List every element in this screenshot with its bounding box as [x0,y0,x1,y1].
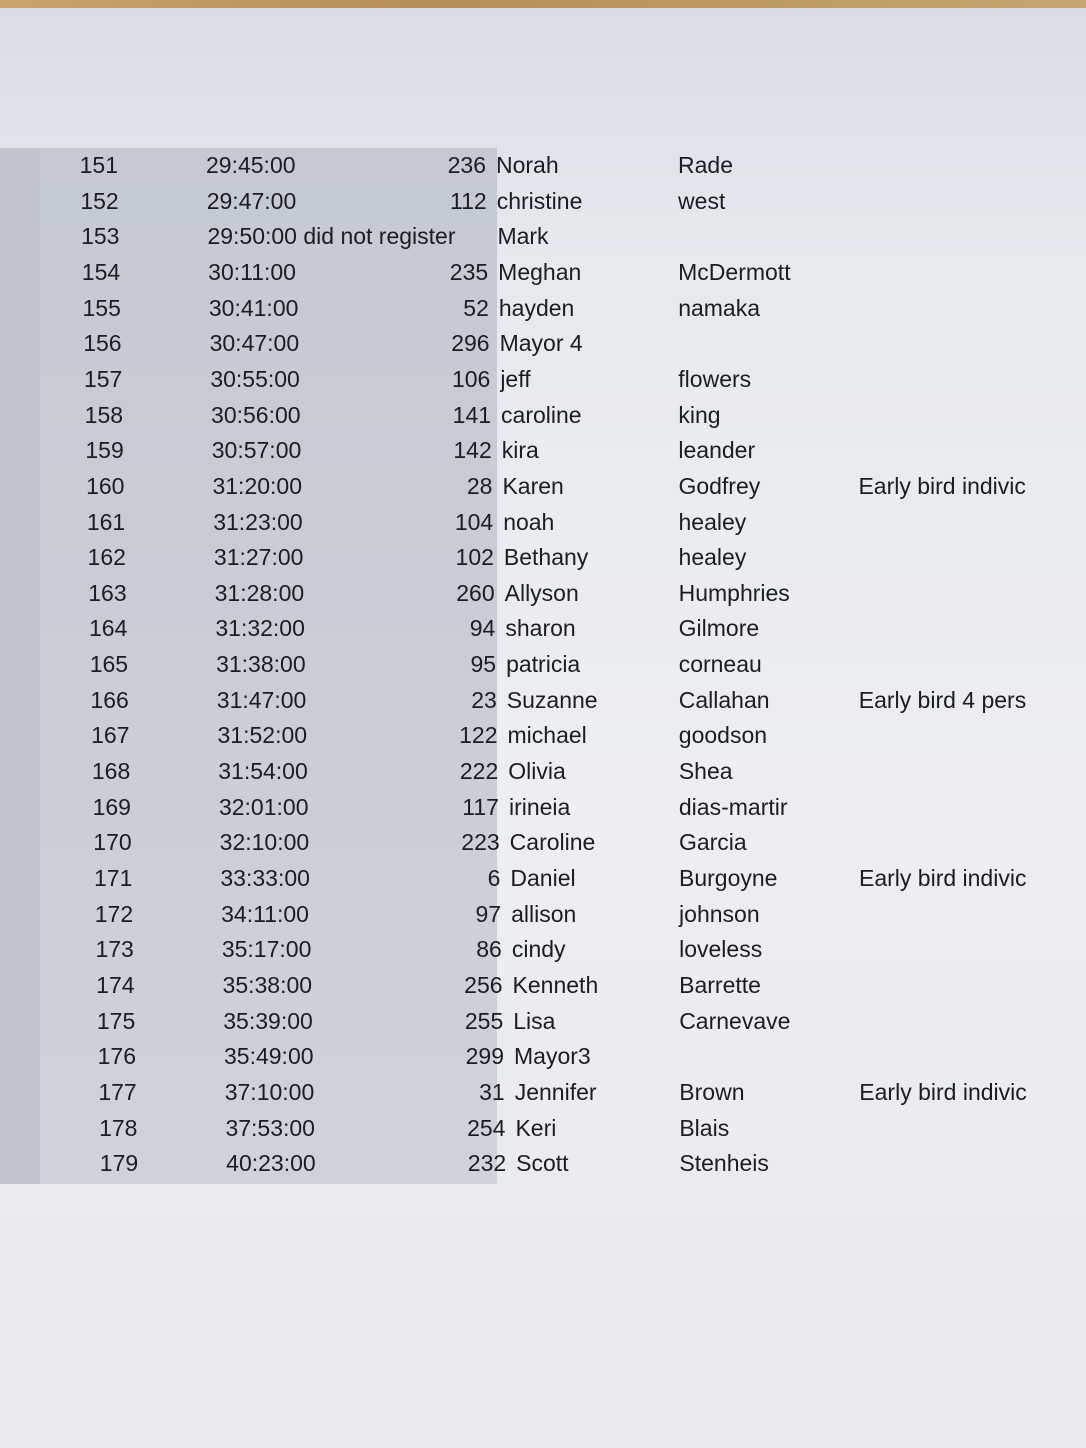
first-name-cell: caroline [501,401,582,428]
bib-cell: 106 [451,365,491,392]
table-row [0,255,1086,289]
table-row [0,968,1086,1002]
place-cell: 162 [87,544,126,571]
last-name-cell: Brown [679,1078,745,1105]
place-cell: 160 [86,472,125,499]
bib-cell: 222 [459,758,499,785]
bib-cell: 104 [454,508,494,535]
first-name-cell: patricia [506,651,581,678]
table-row [0,825,1086,859]
table-row [0,897,1086,931]
last-name-cell: Stenheis [679,1150,769,1177]
place-cell: 155 [82,294,121,321]
table-row [0,398,1086,432]
last-name-cell: johnson [679,900,760,927]
place-cell: 171 [94,865,133,891]
time-cell: 30:56:00 [211,401,301,428]
table-edge [0,0,1086,8]
table-row [0,1146,1086,1180]
table-row [0,576,1086,610]
last-name-cell: Callahan [678,686,770,713]
first-name-cell: Allyson [504,579,579,606]
time-cell: 31:20:00 [212,472,302,499]
bib-cell: 232 [467,1150,507,1177]
time-cell: 37:10:00 [224,1078,315,1105]
table-row [0,219,1086,253]
bib-cell: 141 [452,401,492,428]
last-name-cell: Shea [678,758,733,785]
time-cell: 33:33:00 [220,865,310,891]
place-cell: 153 [81,223,120,250]
time-cell: 35:17:00 [221,936,312,963]
time-cell: 32:01:00 [218,793,309,820]
time-cell: 35:38:00 [222,971,313,998]
place-cell: 170 [93,829,132,856]
last-name-cell: Burgoyne [679,865,778,891]
bib-cell: 112 [450,187,487,214]
time-cell: 31:52:00 [217,722,308,749]
first-name-cell: allison [511,900,577,927]
time-cell: 31:32:00 [215,615,305,642]
place-cell: 169 [92,793,131,820]
first-name-cell: Suzanne [506,686,598,713]
table-row [0,469,1086,503]
table-row [0,362,1086,396]
time-cell: 37:53:00 [225,1114,315,1141]
table-row [0,433,1086,467]
place-cell: 175 [96,1007,136,1034]
last-name-cell: Humphries [678,579,790,606]
first-name-cell: Olivia [508,758,566,785]
first-name-cell: kira [501,437,539,464]
first-name-cell: Keri [515,1114,557,1141]
last-name-cell: Blais [679,1114,730,1141]
place-cell: 152 [80,187,119,214]
first-name-cell: cindy [511,936,566,963]
table-row [0,647,1086,681]
table-row [0,184,1086,218]
last-name-cell: leander [678,437,756,464]
time-cell: 35:49:00 [224,1043,314,1070]
place-cell: 157 [83,365,123,392]
place-cell: 176 [97,1043,136,1070]
place-cell: 161 [86,508,126,535]
first-name-cell: Daniel [510,865,576,891]
place-cell: 173 [95,936,134,963]
table-row [0,1111,1086,1145]
last-name-cell: dias-martir [678,793,788,820]
place-cell: 165 [89,651,129,678]
table-row [0,932,1086,966]
note-cell: Early bird indivic [858,472,1026,499]
bib-cell: 296 [451,330,490,357]
time-cell: 31:47:00 [216,686,307,713]
table-row [0,291,1086,325]
time-cell: 35:39:00 [223,1007,313,1034]
last-name-cell: Gilmore [678,615,760,642]
last-name-cell: Carnevave [679,1007,791,1034]
first-name-cell: Caroline [509,829,596,856]
first-name-cell: Jennifer [514,1078,597,1105]
place-cell: 167 [91,722,130,749]
first-name-cell: sharon [505,615,576,642]
first-name-cell: michael [507,722,587,749]
time-cell: 31:23:00 [213,508,303,535]
table-row [0,505,1086,539]
time-cell: 31:27:00 [213,544,304,571]
table-row [0,790,1086,824]
time-cell: 30:11:00 [208,258,296,285]
last-name-cell: Godfrey [678,472,761,499]
bib-cell: 122 [459,722,498,749]
time-cell: 30:57:00 [211,437,302,464]
bib-cell: 6 [487,865,501,891]
time-cell: 30:47:00 [209,330,300,357]
last-name-cell: corneau [678,651,762,678]
bib-cell: 86 [476,936,502,963]
place-cell: 178 [99,1114,138,1141]
time-cell: 29:45:00 [206,152,296,178]
bib-cell: 254 [467,1114,506,1141]
time-cell: 30:41:00 [208,294,299,321]
bib-cell: 97 [475,900,502,927]
place-cell: 168 [91,758,131,785]
bib-cell: 31 [479,1078,505,1105]
first-name-cell: Meghan [498,258,582,285]
bib-cell: 260 [456,579,495,606]
note-cell: Early bird 4 pers [858,686,1027,713]
table-row [0,148,1086,182]
first-name-cell: irineia [508,793,571,820]
table-row [0,861,1086,895]
place-cell: 151 [79,152,118,178]
place-cell: 158 [84,401,124,428]
bib-cell: 255 [464,1007,504,1034]
time-cell: 29:50:00 did not register [207,223,456,250]
bib-cell: 94 [469,615,496,642]
last-name-cell: McDermott [678,258,791,285]
place-cell: 172 [94,900,134,927]
first-name-cell: hayden [498,294,575,321]
time-cell: 31:54:00 [218,758,308,785]
place-cell: 177 [98,1078,137,1105]
table-row [0,611,1086,645]
bib-cell: 95 [470,651,497,678]
first-name-cell: Karen [502,472,564,499]
place-cell: 163 [88,579,127,606]
note-cell: Early bird indivic [859,865,1027,891]
time-cell: 40:23:00 [226,1150,316,1177]
last-name-cell: flowers [678,365,752,392]
bib-cell: 236 [447,152,486,178]
last-name-cell: Barrette [679,971,761,998]
table-row [0,326,1086,360]
table-row [0,1075,1086,1109]
place-cell: 154 [81,258,121,285]
first-name-cell: christine [496,187,583,214]
last-name-cell: Rade [678,152,733,178]
time-cell: 29:47:00 [206,187,297,214]
place-cell: 174 [96,971,135,998]
table-row [0,1004,1086,1038]
bib-cell: 117 [462,793,499,820]
bib-cell: 23 [471,686,497,713]
last-name-cell: namaka [678,294,761,321]
time-cell: 31:28:00 [214,579,305,606]
place-cell: 159 [85,437,124,464]
table-row [0,540,1086,574]
time-cell: 30:55:00 [210,365,300,392]
bib-cell: 142 [453,437,492,464]
time-cell: 34:11:00 [221,900,309,927]
last-name-cell: king [678,401,721,428]
bib-cell: 52 [463,294,489,321]
last-name-cell: Garcia [678,829,747,856]
table-row [0,754,1086,788]
first-name-cell: Mayor 4 [499,330,583,357]
first-name-cell: Mayor3 [514,1043,591,1070]
note-cell: Early bird indivic [859,1078,1027,1105]
place-cell: 166 [90,686,129,713]
bib-cell: 223 [461,829,500,856]
last-name-cell: healey [678,544,747,571]
place-cell: 156 [83,330,122,357]
table-row [0,718,1086,752]
first-name-cell: Bethany [503,544,589,571]
bib-cell: 256 [464,971,503,998]
bib-cell: 28 [466,472,493,499]
table-row [0,1039,1086,1073]
last-name-cell: healey [678,508,747,535]
bib-cell: 102 [455,544,494,571]
first-name-cell: Norah [496,152,559,178]
table-row [0,683,1086,717]
place-cell: 179 [99,1150,139,1177]
first-name-cell: Scott [516,1150,569,1177]
first-name-cell: Mark [497,223,549,250]
first-name-cell: jeff [500,365,531,392]
time-cell: 31:38:00 [216,651,306,678]
bib-cell: 299 [465,1043,504,1070]
first-name-cell: Kenneth [512,971,599,998]
bib-cell: 235 [449,258,489,285]
last-name-cell: loveless [679,936,763,963]
time-cell: 32:10:00 [219,829,310,856]
last-name-cell: west [678,187,726,214]
first-name-cell: noah [503,508,555,535]
last-name-cell: goodson [678,722,768,749]
first-name-cell: Lisa [513,1007,556,1034]
place-cell: 164 [88,615,128,642]
